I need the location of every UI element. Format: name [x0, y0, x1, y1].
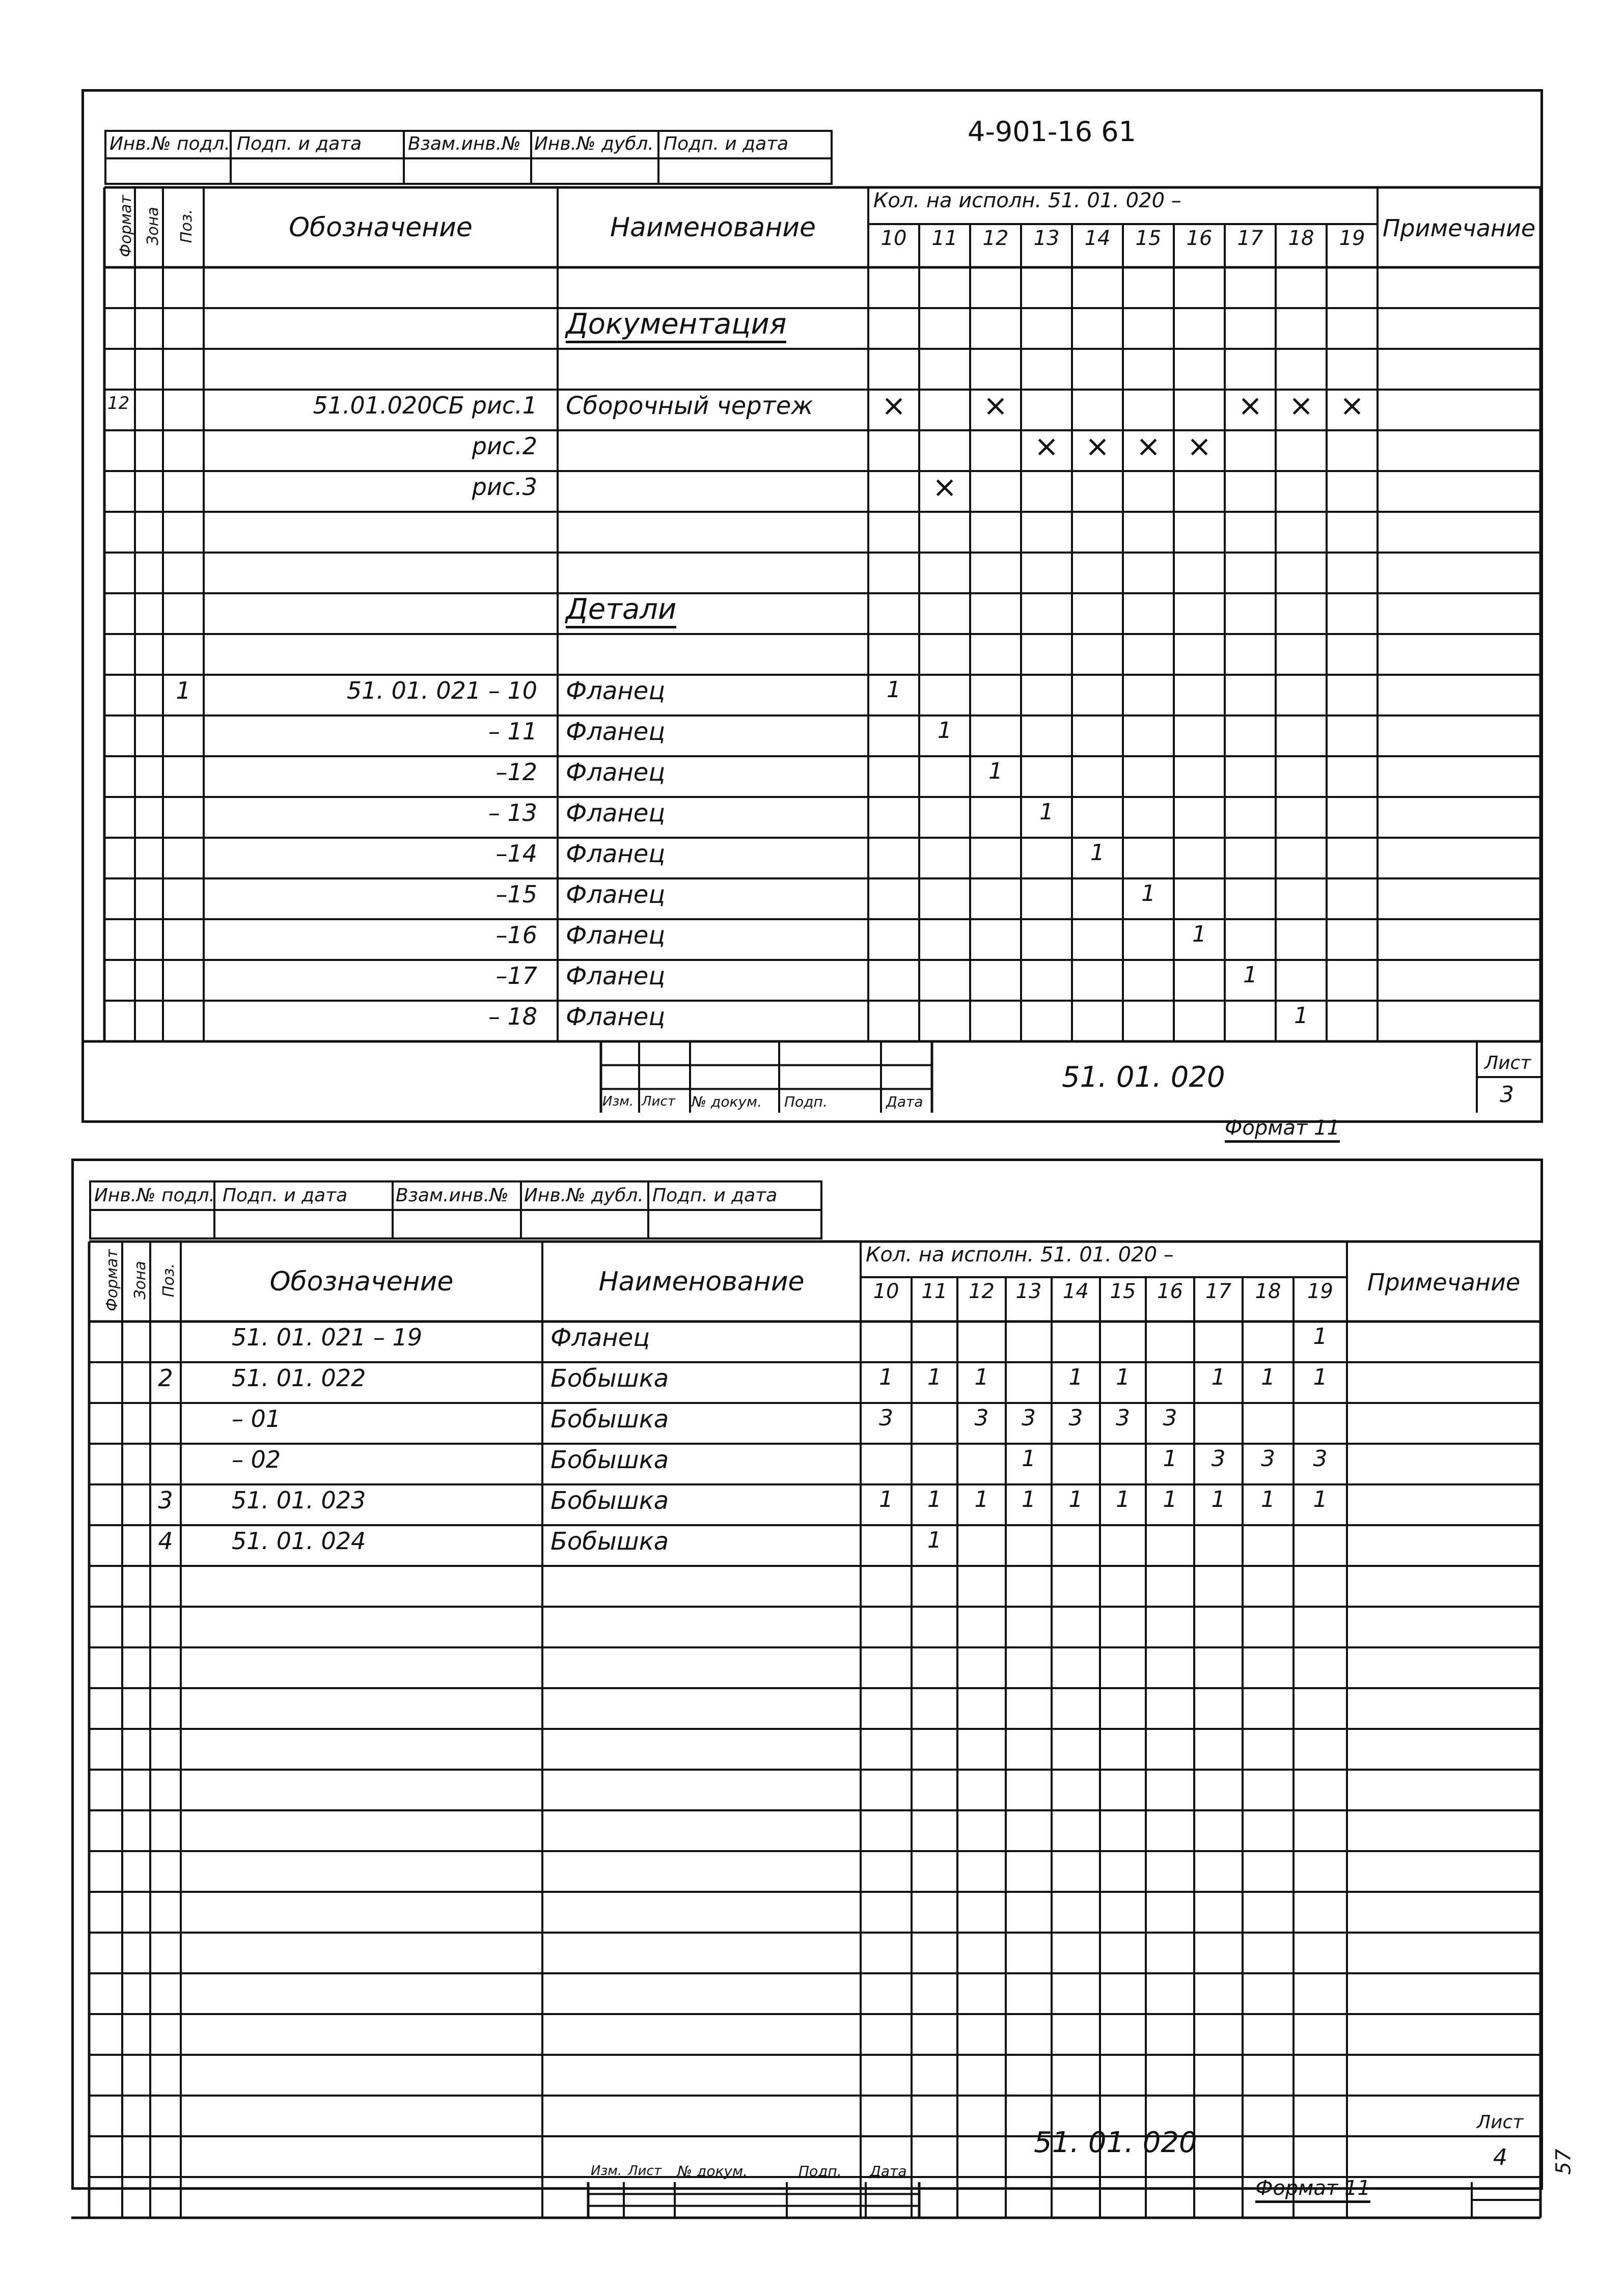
header-qty-col: 16	[1186, 227, 1213, 250]
qty-value: 1	[1294, 1003, 1308, 1029]
header-qty-col: 10	[873, 1280, 899, 1303]
stamp-label: Взам.инв.№	[396, 1185, 509, 1206]
row-name: Бобышка	[550, 1527, 669, 1556]
qty-value: 1	[927, 1364, 942, 1390]
row-designation: –12	[496, 758, 537, 786]
row-designation: 51. 01. 023	[232, 1486, 366, 1514]
row-designation: –17	[496, 962, 537, 989]
header-pos: Поз.	[178, 209, 196, 243]
qty-value: 1	[1192, 921, 1206, 947]
qty-value: 1	[1313, 1486, 1328, 1512]
header-format: Формат	[117, 195, 135, 257]
qty-value: 1	[887, 677, 901, 703]
header-zone: Зона	[144, 206, 162, 245]
qty-value: 1	[1039, 799, 1054, 825]
title-label: № докум.	[677, 2163, 748, 2180]
row-name: Фланец	[566, 799, 665, 828]
row-name: Бобышка	[550, 1405, 669, 1434]
row-designation: – 02	[232, 1446, 281, 1473]
format-label: Формат 11	[1255, 2178, 1370, 2203]
qty-value: 3	[879, 1405, 893, 1431]
row-designation: 51. 01. 022	[232, 1364, 366, 1392]
qty-value: ×	[932, 470, 957, 504]
qty-value: 1	[927, 1527, 942, 1553]
qty-value: ×	[1034, 429, 1059, 463]
row-designation: 51.01.020СБ рис.1	[313, 392, 537, 419]
qty-value: ×	[1187, 429, 1212, 463]
title-label: Дата	[870, 2163, 907, 2180]
qty-value: ×	[1136, 429, 1161, 463]
stamp-label: Инв.№ дубл.	[524, 1185, 644, 1206]
qty-value: ×	[881, 388, 906, 423]
title-label: Изм.	[602, 1094, 634, 1109]
sheet-label: Лист	[1477, 2112, 1524, 2133]
row-designation: –15	[496, 880, 537, 908]
title-label: Лист	[642, 1094, 675, 1109]
row-pos: 2	[158, 1364, 173, 1392]
row-pos: 4	[158, 1527, 173, 1555]
qty-value: 1	[1163, 1446, 1177, 1472]
row-designation: – 01	[232, 1405, 281, 1433]
qty-value: 1	[1068, 1364, 1083, 1390]
title-label: Подп.	[784, 1093, 828, 1110]
row-name: Сборочный чертеж	[566, 392, 813, 420]
header-qty-col: 19	[1307, 1280, 1333, 1303]
qty-value: 1	[1313, 1324, 1328, 1349]
qty-value: 1	[1211, 1364, 1226, 1390]
row-designation: – 18	[488, 1003, 537, 1030]
row-pos: 3	[158, 1486, 173, 1514]
title-label: Изм.	[591, 2163, 622, 2179]
qty-value: ×	[1339, 388, 1365, 423]
header-qty-col: 14	[1084, 227, 1111, 250]
qty-value: 1	[1116, 1364, 1130, 1390]
header-format: Формат	[103, 1249, 121, 1311]
header-qty-col: 12	[982, 227, 1009, 250]
sheet-number: 4	[1493, 2144, 1507, 2170]
header-note: Примечание	[1367, 1268, 1521, 1296]
qty-value: 1	[1261, 1364, 1275, 1390]
header-name: Наименование	[610, 212, 816, 243]
qty-value: 1	[974, 1486, 989, 1512]
qty-value: 1	[1068, 1486, 1083, 1512]
row-name: Фланец	[566, 880, 665, 909]
qty-value: 1	[879, 1364, 893, 1390]
row-designation: 51. 01. 024	[232, 1527, 366, 1555]
section-heading: Документация	[566, 310, 786, 343]
sheet-label: Лист	[1484, 1053, 1531, 1073]
stamp-label: Подп. и дата	[664, 133, 789, 154]
row-name: Фланец	[566, 962, 665, 990]
header-qty-title: Кол. на исполн. 51. 01. 020 –	[866, 1243, 1174, 1266]
qty-value: ×	[1085, 429, 1110, 463]
header-qty-col: 16	[1157, 1280, 1183, 1303]
qty-value: 1	[988, 758, 1003, 784]
stamp-label: Инв.№ подл.	[94, 1185, 215, 1206]
qty-value: 1	[938, 718, 952, 743]
qty-value: 1	[1243, 962, 1257, 988]
header-qty-col: 10	[880, 227, 907, 250]
title-label: № докум.	[692, 1093, 762, 1110]
corner-note: 57	[1552, 2149, 1576, 2175]
qty-value: 1	[1163, 1486, 1177, 1512]
qty-value: 1	[927, 1486, 942, 1512]
qty-value: 1	[1022, 1486, 1036, 1512]
qty-value: 1	[1022, 1446, 1036, 1472]
header-pos: Поз.	[160, 1263, 178, 1297]
header-qty-col: 14	[1063, 1280, 1089, 1303]
page-code: 4-901-16 61	[968, 116, 1136, 148]
qty-value: 3	[1163, 1405, 1177, 1431]
header-qty-col: 11	[931, 227, 958, 250]
header-qty-col: 11	[921, 1280, 948, 1303]
row-name: Фланец	[566, 677, 665, 705]
header-note: Примечание	[1382, 214, 1536, 242]
header-name: Наименование	[598, 1266, 805, 1297]
row-designation: 51. 01. 021 – 10	[346, 677, 537, 704]
row-format: 12	[107, 393, 130, 414]
stamp-label: Инв.№ подл.	[109, 133, 230, 154]
header-designation: Обозначение	[289, 212, 473, 243]
row-name: Фланец	[566, 921, 665, 950]
qty-value: 3	[1022, 1405, 1036, 1431]
qty-value: ×	[1237, 388, 1263, 423]
qty-value: 3	[1211, 1446, 1226, 1472]
title-label: Подп.	[799, 2163, 842, 2180]
header-qty-col: 13	[1015, 1280, 1042, 1303]
row-designation: рис.2	[472, 432, 537, 460]
row-name: Бобышка	[550, 1364, 669, 1393]
qty-value: 1	[974, 1364, 989, 1390]
row-designation: 51. 01. 021 – 19	[232, 1324, 423, 1351]
stamp-label: Инв.№ дубл.	[534, 133, 654, 154]
row-name: Фланец	[566, 758, 665, 787]
format-label: Формат 11	[1225, 1118, 1340, 1143]
header-qty-title: Кол. на исполн. 51. 01. 020 –	[873, 189, 1181, 212]
header-qty-col: 13	[1033, 227, 1060, 250]
qty-value: 3	[974, 1405, 989, 1431]
qty-value: ×	[1288, 388, 1314, 423]
qty-value: 1	[1261, 1486, 1275, 1512]
header-qty-col: 17	[1237, 227, 1263, 250]
row-name: Фланец	[566, 840, 665, 868]
row-name: Бобышка	[550, 1486, 669, 1515]
header-qty-col: 15	[1135, 227, 1162, 250]
header-qty-col: 12	[969, 1280, 995, 1303]
qty-value: 3	[1313, 1446, 1328, 1472]
header-qty-col: 18	[1255, 1280, 1281, 1303]
stamp-label: Подп. и дата	[652, 1185, 778, 1206]
row-designation: рис.3	[472, 473, 537, 501]
title-label: Дата	[886, 1093, 923, 1110]
qty-value: 1	[1211, 1486, 1226, 1512]
qty-value: 1	[879, 1486, 893, 1512]
qty-value: ×	[983, 388, 1008, 423]
row-designation: –16	[496, 921, 537, 949]
row-pos: 1	[176, 677, 191, 704]
qty-value: 1	[1313, 1364, 1328, 1390]
header-qty-col: 19	[1339, 227, 1365, 250]
qty-value: 3	[1261, 1446, 1275, 1472]
doc-number: 51. 01. 020	[1034, 2126, 1197, 2159]
row-name: Фланец	[566, 718, 665, 746]
stamp-label: Подп. и дата	[237, 133, 362, 154]
row-designation: – 13	[488, 799, 537, 827]
row-designation: –14	[496, 840, 537, 867]
stamp-label: Взам.инв.№	[408, 133, 521, 154]
header-designation: Обозначение	[269, 1266, 454, 1297]
section-heading: Детали	[566, 595, 676, 628]
doc-number: 51. 01. 020	[1062, 1061, 1225, 1094]
row-name: Фланец	[566, 1003, 665, 1031]
qty-value: 1	[1090, 840, 1105, 866]
sheet-number: 3	[1500, 1082, 1514, 1108]
row-name: Бобышка	[550, 1446, 669, 1474]
row-designation: – 11	[488, 718, 537, 745]
qty-value: 3	[1068, 1405, 1083, 1431]
qty-value: 1	[1141, 880, 1155, 906]
stamp-label: Подп. и дата	[223, 1185, 348, 1206]
header-qty-col: 17	[1205, 1280, 1231, 1303]
title-label: Лист	[628, 2163, 662, 2179]
header-qty-col: 15	[1110, 1280, 1136, 1303]
row-name: Фланец	[550, 1324, 650, 1352]
header-zone: Зона	[131, 1260, 149, 1300]
qty-value: 3	[1116, 1405, 1130, 1431]
header-qty-col: 18	[1288, 227, 1314, 250]
qty-value: 1	[1116, 1486, 1130, 1512]
